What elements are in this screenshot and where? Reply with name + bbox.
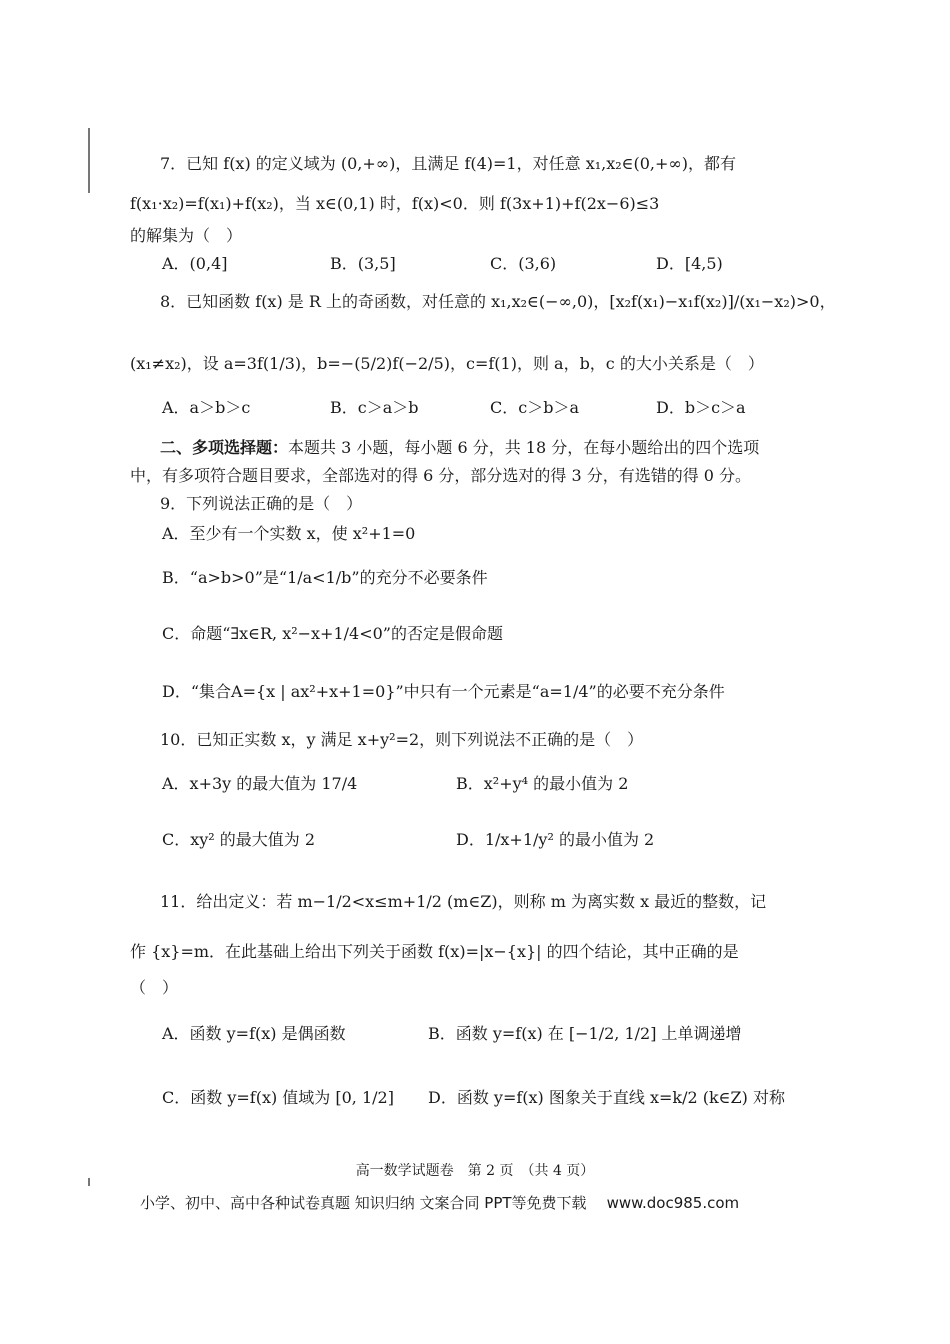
q7-option-b: B．(3,5]: [330, 254, 396, 273]
watermark-text: 小学、初中、高中各种试卷真题 知识归纳 文案合同 PPT等免费下载: [140, 1194, 587, 1212]
q11-option-d: D．函数 y=f(x) 图象关于直线 x=k/2 (k∈Z) 对称: [428, 1088, 785, 1107]
watermark-site: www.doc985.com: [606, 1194, 740, 1212]
q7-option-c: C．(3,6): [490, 254, 557, 273]
q9-stem: 9．下列说法正确的是（ ）: [160, 494, 363, 513]
q9-option-c: C．命题“∃x∈R, x²−x+1/4<0”的否定是假命题: [162, 624, 503, 643]
q10-option-b: B．x²+y⁴ 的最小值为 2: [456, 774, 629, 793]
section2-line2: 中，有多项符合题目要求，全部选对的得 6 分，部分选对的得 3 分，有选错的得 0 分。: [130, 466, 752, 485]
q11-line3: （ ）: [130, 978, 179, 997]
page-footer: 高一数学试题卷 第 2 页 （共 4 页）: [355, 1163, 595, 1179]
q7-line2: f(x₁·x₂)=f(x₁)+f(x₂)，当 x∈(0,1) 时，f(x)<0．则 f(3x+1)+f(2x−6)≤3: [130, 194, 660, 213]
q10-stem: 10．已知正实数 x，y 满足 x+y²=2，则下列说法不正确的是（ ）: [160, 730, 644, 749]
q7-option-a: A．(0,4]: [162, 254, 228, 273]
q11-option-c: C．函数 y=f(x) 值域为 [0, 1/2]: [162, 1088, 394, 1107]
q8-line1: 8．已知函数 f(x) 是 R 上的奇函数，对任意的 x₁,x₂∈(−∞,0)，[x₂f(x₁)−x₁f(x₂)]/(x₁−x₂)>0，: [160, 292, 836, 311]
section2-line1: [160, 436, 759, 460]
q7-option-d: D．[4,5): [656, 254, 723, 273]
q8-option-c: C．c＞b＞a: [490, 398, 579, 417]
margin-line-top: [88, 128, 90, 193]
q7-line3: 的解集为（ ）: [130, 226, 243, 245]
q10-option-a: A．x+3y 的最大值为 17/4: [162, 774, 358, 793]
q11-line2: 作 {x}=m．在此基础上给出下列关于函数 f(x)=|x−{x}| 的四个结论，其中正确的是: [130, 942, 739, 961]
q8-line2: (x₁≠x₂)，设 a=3f(1/3)，b=−(5/2)f(−2/5)，c=f(1)，则 a，b，c 的大小关系是（ ）: [130, 354, 764, 373]
q8-option-b: B．c＞a＞b: [330, 398, 419, 417]
q11-option-a: A．函数 y=f(x) 是偶函数: [162, 1024, 346, 1043]
section2-heading: 二、多项选择题：: [160, 438, 289, 457]
q9-option-b: B．“a>b>0”是“1/a<1/b”的充分不必要条件: [162, 568, 488, 587]
q9-option-a: A．至少有一个实数 x，使 x²+1=0: [162, 524, 416, 543]
q8-option-a: A．a＞b＞c: [162, 398, 251, 417]
section2-desc: 本题共 3 小题，每小题 6 分，共 18 分，在每小题给出的四个选项: [288, 438, 760, 457]
q11-option-b: B．函数 y=f(x) 在 [−1/2, 1/2] 上单调递增: [428, 1024, 742, 1043]
watermark: [140, 1192, 739, 1213]
q11-line1: 11．给出定义：若 m−1/2<x≤m+1/2 (m∈Z)，则称 m 为离实数 x 最近的整数，记: [160, 892, 767, 911]
q10-option-c: C．xy² 的最大值为 2: [162, 830, 316, 849]
q9-option-d: D．“集合A={x | ax²+x+1=0}”中只有一个元素是“a=1/4”的必要不充分条件: [162, 682, 725, 701]
q10-option-d: D．1/x+1/y² 的最小值为 2: [456, 830, 655, 849]
q8-option-d: D．b＞c＞a: [656, 398, 746, 417]
q7-line1: 7．已知 f(x) 的定义域为 (0,+∞)，且满足 f(4)=1，对任意 x₁,x₂∈(0,+∞)，都有: [160, 154, 736, 173]
